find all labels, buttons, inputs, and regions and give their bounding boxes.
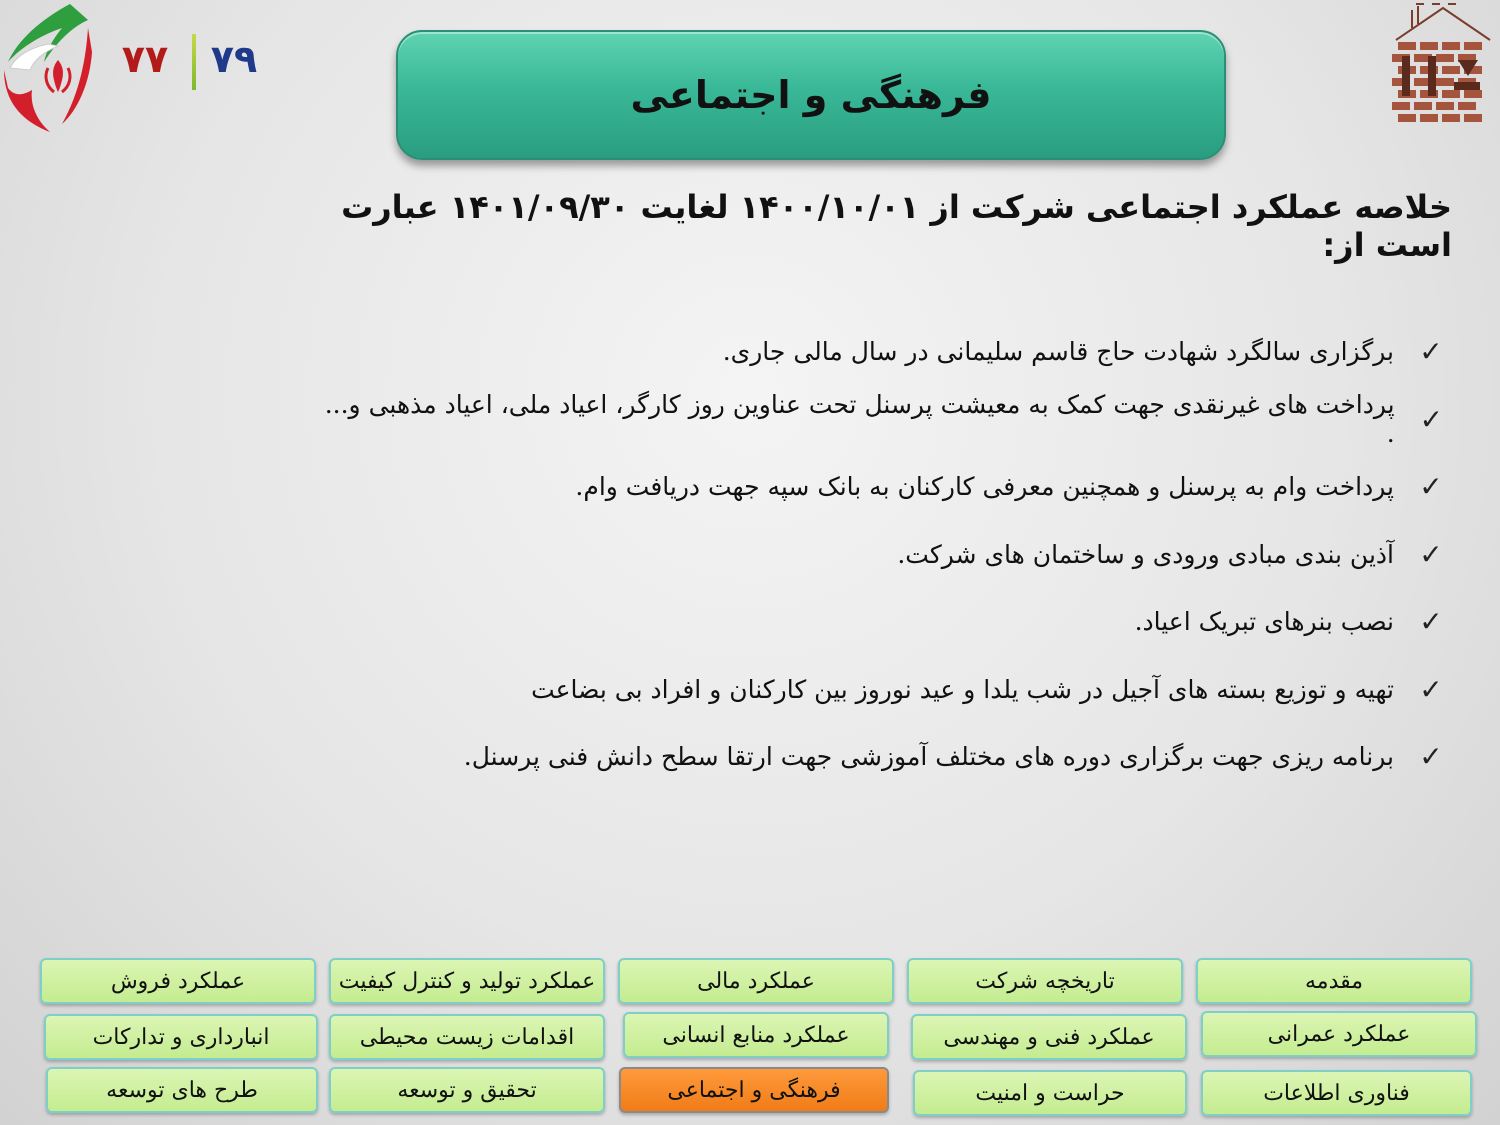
nav-button-development-plans[interactable]: طرح های توسعه [46, 1067, 318, 1113]
iran-flag-emblem-icon [0, 0, 95, 135]
checkmark-icon: ✓ [1419, 605, 1443, 639]
page-title: فرهنگی و اجتماعی [630, 73, 992, 117]
list-item [324, 453, 1454, 521]
checkmark-icon: ✓ [1419, 740, 1443, 774]
list-item-text: تهیه و توزیع بسته های آجیل در شب یلدا و عید نوروز بین کارکنان و افراد بی بضاعت [531, 674, 1394, 704]
nav-button-financial[interactable]: عملکرد مالی [618, 958, 894, 1004]
nav-button-company-history[interactable]: تاریخچه شرکت [907, 958, 1183, 1004]
nav-button-environmental[interactable]: اقدامات زیست محیطی [329, 1014, 605, 1060]
nav-button-introduction[interactable]: مقدمه [1196, 958, 1472, 1004]
list-item [324, 588, 1454, 656]
year-right-label: ۷۹ [210, 37, 258, 81]
checkmark-icon: ✓ [1419, 402, 1444, 436]
year-divider [192, 34, 196, 90]
nav-button-sales[interactable]: عملکرد فروش [40, 958, 316, 1004]
list-item [324, 656, 1454, 724]
checkmark-icon: ✓ [1419, 470, 1443, 504]
nav-button-engineering[interactable]: عملکرد فنی و مهندسی [911, 1014, 1187, 1060]
nav-button-construction[interactable]: عملکرد عمرانی [1201, 1011, 1477, 1057]
nav-button-cultural-social-active[interactable]: فرهنگی و اجتماعی [619, 1067, 889, 1113]
checkmark-icon: ✓ [1419, 537, 1443, 571]
list-item-text: برنامه ریزی جهت برگزاری دوره های مختلف آموزشی جهت ارتقا سطح دانش فنی پرسنل. [463, 742, 1394, 772]
year-left-label: ۷۷ [121, 37, 169, 81]
list-item-text: نصب بنرهای تبریک اعیاد. [1134, 607, 1394, 637]
bullet-list [324, 318, 1454, 791]
summary-heading: خلاصه عملکرد اجتماعی شرکت از ۱۴۰۰/۱۰/۰۱ لغایت ۱۴۰۱/۰۹/۳۰ عبارت است از: [341, 188, 1452, 264]
nav-button-warehousing[interactable]: انبارداری و تدارکات [44, 1014, 318, 1060]
list-item [324, 521, 1454, 589]
list-item-text: پرداخت وام به پرسنل و همچنین معرفی کارکنان به بانک سپه جهت دریافت وام. [575, 472, 1394, 502]
checkmark-icon: ✓ [1419, 672, 1443, 706]
list-item-text: پرداخت های غیرنقدی جهت کمک به معیشت پرسنل تحت عناوین روز کارگر، اعیاد ملی، اعیاد مذهبی و... . [324, 390, 1395, 449]
nav-button-security[interactable]: حراست و امنیت [913, 1070, 1187, 1116]
nav-button-research[interactable]: تحقیق و توسعه [329, 1067, 605, 1113]
nav-button-human-resources[interactable]: عملکرد منابع انسانی [623, 1012, 889, 1058]
title-banner [396, 30, 1226, 160]
nav-button-it[interactable]: فناوری اطلاعات [1201, 1070, 1472, 1116]
list-item-text: آذین بندی مبادی ورودی و ساختمان های شرکت. [897, 539, 1394, 569]
checkmark-icon: ✓ [1419, 335, 1443, 369]
list-item [324, 318, 1454, 386]
nav-button-production-quality[interactable]: عملکرد تولید و کنترل کیفیت [329, 958, 605, 1004]
list-item [324, 723, 1454, 791]
list-item-text: برگزاری سالگرد شهادت حاج قاسم سلیمانی در سال مالی جاری. [722, 337, 1394, 367]
list-item [324, 386, 1454, 454]
company-logo-icon [1388, 0, 1498, 130]
